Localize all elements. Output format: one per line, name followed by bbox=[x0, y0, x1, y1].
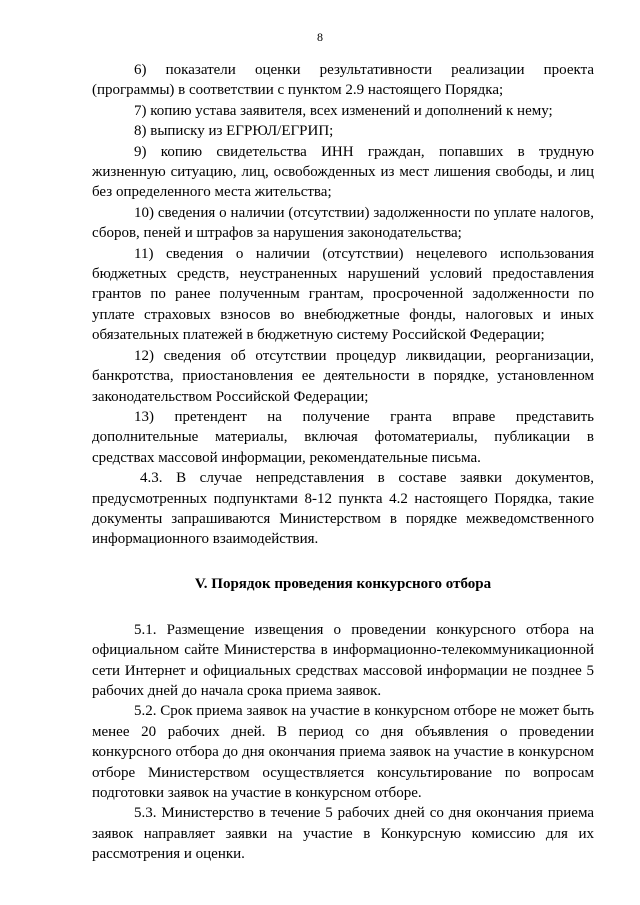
list-item-10: 10) сведения о наличии (отсутствии) задолженности по уплате налогов, сборов, пеней и штрафов за нарушения законодательства; bbox=[92, 204, 594, 242]
list-item-8: 8) выписку из ЕГРЮЛ/ЕГРИП; bbox=[134, 123, 334, 140]
paragraph-4-3: 4.3. В случае непредставления в составе заявки документов, предусмотренных подпунктами 8-12 пункта 4.2 настоящего Порядка, такие документы запрашиваются Министерством в порядке межведомственного информационного взаимодействия. bbox=[92, 470, 594, 548]
list-item-11: 11) сведения о наличии (отсутствии) нецелевого использования бюджетных средств, неустраненных нарушений условий предоставления грантов по ранее полученным грантам, просроченной задолженности по уплате страховых взносов во внебюджетные фонды, налоговых и иных обязательных платежей в бюджетную систему Российской Федерации; bbox=[92, 245, 594, 344]
list-item-13: 13) претендент на получение гранта вправе представить дополнительные материалы, включая фотоматериалы, публикации в средствах массовой информации, рекомендательные письма. bbox=[92, 408, 594, 466]
list-item-9: 9) копию свидетельства ИНН граждан, попавших в трудную жизненную ситуацию, лиц, освобожденных из мест лишения свободы, и лиц без определенного места жительства; bbox=[92, 143, 594, 201]
list-item-7: 7) копию устава заявителя, всех изменений и дополнений к нему; bbox=[134, 102, 553, 119]
paragraph-5-1: 5.1. Размещение извещения о проведении конкурсного отбора на официальном сайте Министерства в информационно-телекоммуникационной сети Интернет и официальных средствах массовой информации не позднее 5 рабочих дней до начала срока приема заявок. bbox=[92, 621, 594, 699]
document-body bbox=[92, 60, 594, 865]
list-item-12: 12) сведения об отсутствии процедур ликвидации, реорганизации, банкротства, приостановления ее деятельности в порядке, установленном законодательством Российской Федерации; bbox=[92, 347, 594, 405]
section-heading: V. Порядок проведения конкурсного отбора bbox=[194, 575, 492, 592]
paragraph-5-2: 5.2. Срок приема заявок на участие в конкурсном отборе не может быть менее 20 рабочих дней. В период со дня объявления о проведении конкурсного отбора до дня окончания приема заявок на участие в конкурсном отборе Министерством осуществляется консультирование по вопросам подготовки заявок на участие в конкурсном отборе. bbox=[92, 703, 594, 801]
list-item-6: 6) показатели оценки результативности реализации проекта (программы) в соответствии с пунктом 2.9 настоящего Порядка; bbox=[92, 62, 594, 99]
page-number: 8 bbox=[317, 30, 323, 44]
paragraph-5-3: 5.3. Министерство в течение 5 рабочих дней со дня окончания приема заявок направляет заявки на участие в Конкурсную комиссию для их рассмотрения и оценки. bbox=[92, 805, 594, 863]
